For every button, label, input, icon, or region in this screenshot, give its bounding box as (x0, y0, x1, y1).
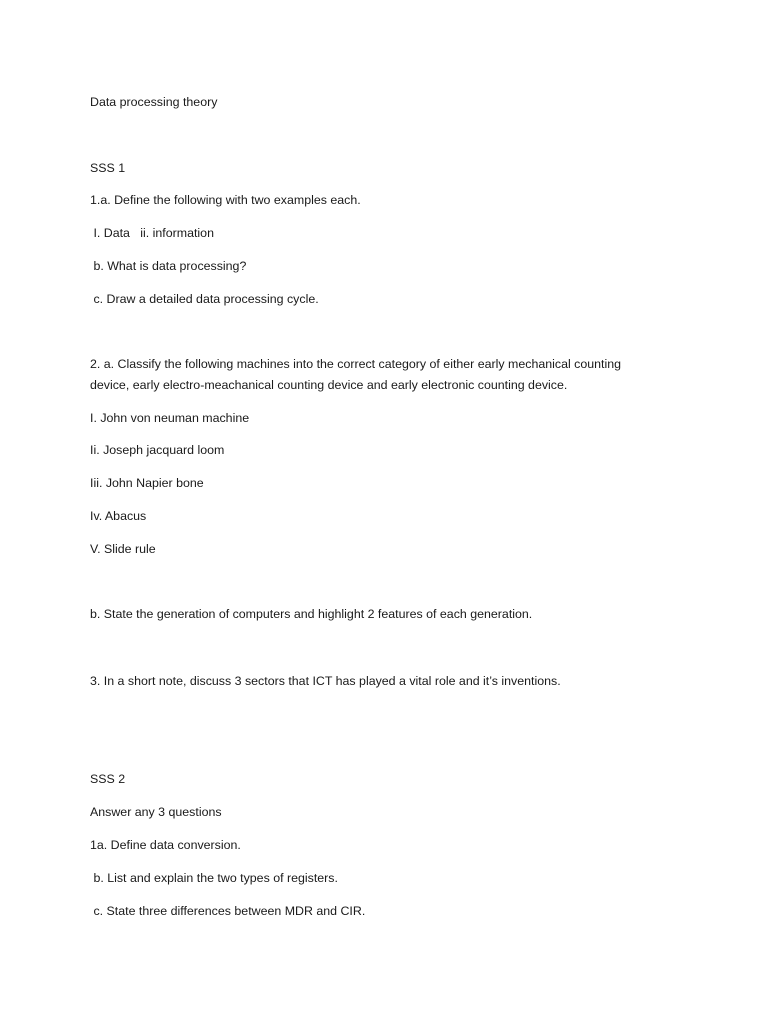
question-1c-sss2: c. State three differences between MDR and CIR. (90, 904, 366, 918)
question-2a: 2. a. Classify the following machines into the correct category of either early mechanical counting device, early electro-meachanical counting device and early electronic counting device. (90, 357, 622, 392)
question-1a-items: I. Data ii. information (90, 226, 214, 240)
list-item: Iv. Abacus (90, 509, 147, 523)
question-3: 3. In a short note, discuss 3 sectors that ICT has played a vital role and it’s inventions. (90, 674, 561, 688)
section-heading-sss1: SSS 1 (90, 161, 126, 175)
instruction: Answer any 3 questions (90, 805, 222, 819)
question-2b: b. State the generation of computers and highlight 2 features of each generation. (90, 607, 533, 621)
list-item: I. John von neuman machine (90, 411, 250, 425)
question-1a-sss2: 1a. Define data conversion. (90, 838, 241, 852)
list-item: Ii. Joseph jacquard loom (90, 443, 225, 457)
list-item: Iii. John Napier bone (90, 476, 204, 490)
question-1a: 1.a. Define the following with two examples each. (90, 193, 361, 207)
question-1b: b. What is data processing? (90, 259, 247, 273)
section-heading-sss2: SSS 2 (90, 772, 126, 786)
list-item: V. Slide rule (90, 542, 156, 556)
question-1c: c. Draw a detailed data processing cycle. (90, 292, 319, 306)
document-title: Data processing theory (90, 95, 218, 109)
question-1b-sss2: b. List and explain the two types of registers. (90, 871, 338, 885)
